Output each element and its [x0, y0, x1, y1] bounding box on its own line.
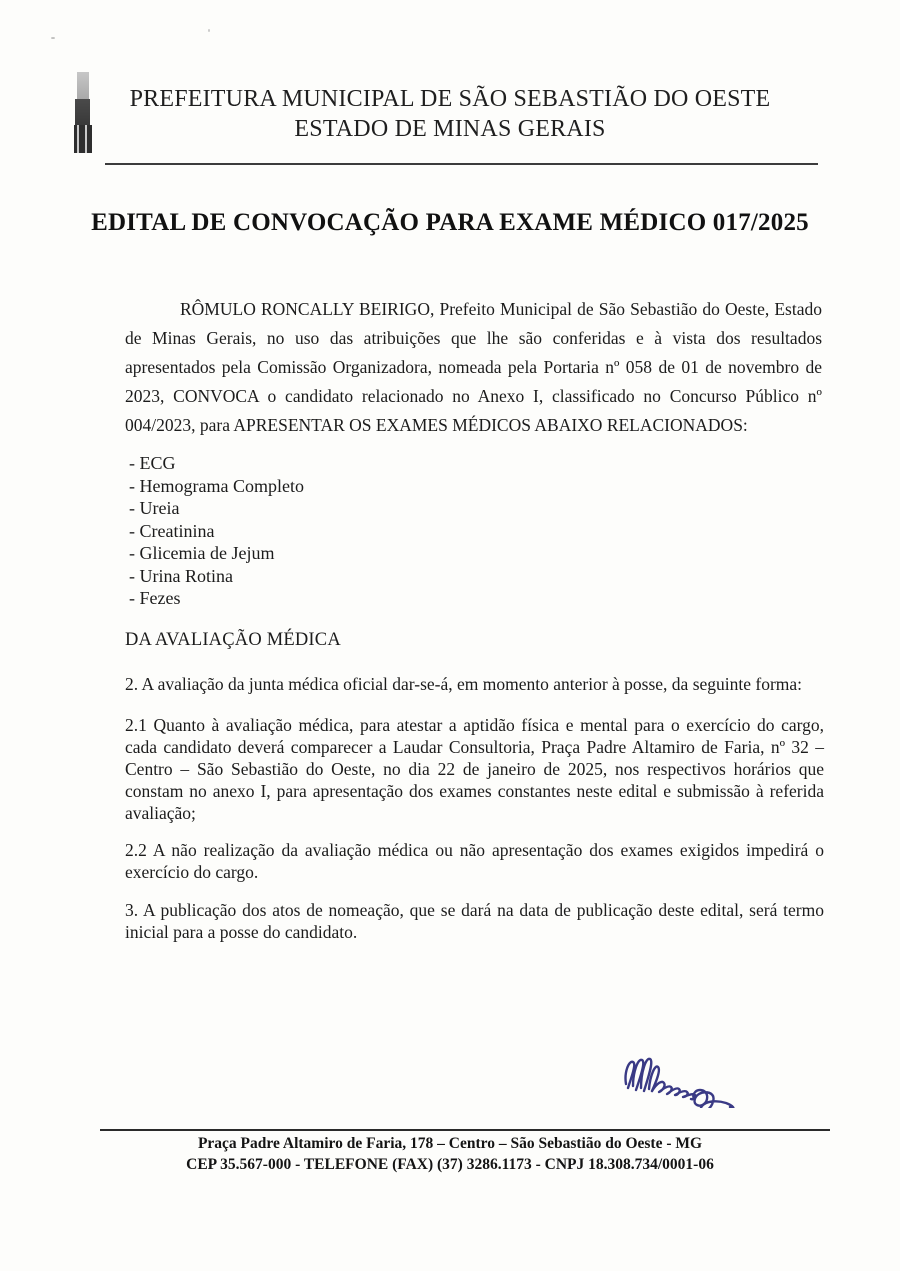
exam-list-item: - Glicemia de Jejum: [129, 543, 275, 563]
intro-paragraph: RÔMULO RONCALLY BEIRIGO, Prefeito Municipal de São Sebastião do Oeste, Estado de Minas Gerais, no uso das atribuições que lhe são conferidas e à vista dos resultados apresentados pela Comissão Organizadora, nomeada pela Portaria nº 058 de 01 de novembro de 2023, CONVOCA o candidato relacionado no Anexo I, classificado no Concurso Público nº 004/2023, para APRESENTAR OS EXAMES MÉDICOS ABAIXO RELACIONADOS:: [125, 298, 822, 435]
clause-2-1: 2.1 Quanto à avaliação médica, para atestar a aptidão física e mental para o exercício do cargo, cada candidato deverá comparecer a Laudar Consultoria, Praça Padre Altamiro de Faria, nº 32 – Centro – São Sebastião do Oeste, no dia 22 de janeiro de 2025, nos respectivos horários que constam no anexo I, para apresentação dos exames constantes neste edital e submissão à referida avaliação;: [125, 715, 824, 823]
page-title: EDITAL DE CONVOCAÇÃO PARA EXAME MÉDICO 017/2025: [91, 209, 809, 236]
letterhead: [90, 84, 810, 144]
signature: [616, 1050, 740, 1108]
signature-scribble-icon: [616, 1050, 740, 1108]
letterhead-line1: PREFEITURA MUNICIPAL DE SÃO SEBASTIÃO DO OESTE: [129, 86, 771, 112]
scan-binding-artifact-middle: [75, 99, 90, 126]
exam-list-item: - Urina Rotina: [129, 565, 233, 586]
footer-address: Praça Padre Altamiro de Faria, 178 – Centro – São Sebastião do Oeste - MG: [197, 1135, 703, 1152]
exam-list-item: - ECG: [129, 453, 176, 473]
clause-2: 2. A avaliação da junta médica oficial dar-se-á, em momento anterior à posse, da seguinte forma:: [125, 674, 803, 694]
scan-speck: [51, 37, 55, 39]
scan-binding-artifact-top: [77, 72, 89, 100]
footer: [90, 1134, 810, 1175]
clause-2-2: 2.2 A não realização da avaliação médica ou não apresentação dos exames exigidos impedirá o exercício do cargo.: [125, 840, 824, 882]
section-heading-avaliacao-medica: DA AVALIAÇÃO MÉDICA: [125, 630, 341, 650]
letterhead-line2: ESTADO DE MINAS GERAIS: [294, 116, 606, 142]
header-divider-line: [105, 163, 818, 165]
clause-3: 3. A publicação dos atos de nomeação, que se dará na data de publicação deste edital, será termo inicial para a posse do candidato.: [125, 900, 824, 942]
exam-list-item: - Creatinina: [129, 520, 215, 541]
exam-list-item: - Hemograma Completo: [129, 475, 304, 496]
scan-speck: [208, 29, 210, 32]
footer-divider-line: [100, 1129, 830, 1131]
exam-list: [129, 452, 304, 610]
footer-contact: CEP 35.567-000 - TELEFONE (FAX) (37) 3286.1173 - CNPJ 18.308.734/0001-06: [186, 1155, 714, 1173]
exam-list-item: - Fezes: [129, 588, 181, 608]
exam-list-item: - Ureia: [129, 498, 180, 518]
